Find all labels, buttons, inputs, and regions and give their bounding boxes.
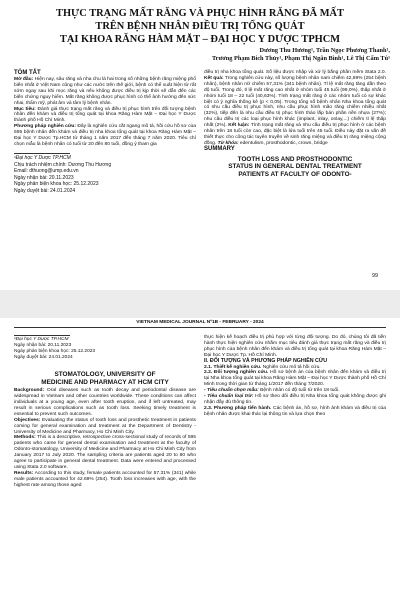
summary-methods: Methods: This is a descriptive, retrospective cross-sectional study of records of 595 patients who came for general dental examination and treatment at the faculty of Odonto-stomatology, University of Medicine and Pharmacy at Ho Chi Minh City from January 2017 to July 2020. The sampling criteria are patients aged 20 to 80 who agree to participate in general dental treatment. Data were entered and processed using Stata 2.0 software. xyxy=(14,435,196,470)
accepted-date: Ngày duyệt bài: 24.01.2024 xyxy=(14,355,73,360)
summary-heading: SUMMARY xyxy=(204,145,235,152)
abstract-heading: TÓM TẮT xyxy=(14,70,41,76)
footnote-rule xyxy=(14,335,70,336)
body-right-column xyxy=(204,335,386,418)
page-number: 99 xyxy=(372,273,378,279)
title-line: TẠI KHOA RĂNG HÀM MẶT – ĐẠI HỌC Y DƯỢC TPHCM xyxy=(59,33,341,45)
summary-results: Results: According to this study, female patients accounted for 57.31% (341) while male patients accounted for 42.69% (254). Tooth loss increases with age, with the highest rate among those aged xyxy=(14,470,196,488)
affiliation: ¹Đại học Y Dược TP.HCM xyxy=(14,155,71,161)
inclusion-criteria: - Tiêu chuẩn chọn mẫu: Bệnh nhân có độ tuổi từ trên 18 tuổi. xyxy=(204,388,340,394)
section-heading: II. ĐỐI TƯỢNG VÀ PHƯƠNG PHÁP NGHIÊN CỨU xyxy=(204,357,328,364)
review-date: Ngày phản biện khoa học: 25.12.2023 xyxy=(14,181,99,187)
exclusion-criteria: - Tiêu chuẩn loại trừ: Hồ sơ theo dõi điều trị Nha khoa tổng quát không được ghi nhận đầy đủ thông tin. xyxy=(204,394,387,405)
page-two xyxy=(0,318,400,600)
subsection-design: 2.1. Thiết kế nghiên cứu. Nghiên cứu mô tả hồi cứu. xyxy=(204,364,321,370)
journal-header: VIETNAM MEDICAL JOURNAL Nº1B - FEBRUARY - 2024 xyxy=(136,320,264,325)
received-date: Ngày nhận bài: 20.11.2023 xyxy=(14,174,74,181)
article-title xyxy=(40,8,360,46)
subsection-procedure: 2.3. Phương pháp tiến hành. Các bệnh án, hồ sơ, hình ảnh khám và điều trị của bệnh nhân được khai thác lại thông tin và lựa chọn theo xyxy=(204,405,386,417)
review-date: Ngày phản biện khoa học: 25.12.2023 xyxy=(14,349,96,354)
received-date: Ngày nhận bài: 20.11.2023 xyxy=(14,343,72,348)
abstract-en-column xyxy=(14,371,196,489)
affiliation: ¹Đại học Y Dược TP.HCM xyxy=(14,337,69,342)
footnote-box xyxy=(14,335,196,361)
corresponding-author: Chịu trách nhiệm chính: Dương Thu Hương xyxy=(14,161,112,168)
abstract-vi-left-column xyxy=(14,70,196,148)
author-line: Dương Thu Hương¹, Trần Ngọc Phương Thanh¹, xyxy=(259,47,390,54)
abstract-methods: Phương pháp nghiên cứu: Đây là nghiên cứu cắt ngang mô tả, hồi cứu hồ sơ của 595 bệnh nhân đến khám và điều trị nha khoa tổng quát tại khoa Răng Hàm Mặt – Đại học Y Dược Tp.HCM từ tháng 1 năm 2017 đến tháng 7 năm 2020. Tiêu chí chọn mẫu là bệnh nhân có tuổi từ 20 đến 80 tuổi, đồng ý tham gia xyxy=(14,124,196,147)
abstract-results: điều trị nha khoa tổng quát. Số liệu được nhập và xử lý bằng phần mềm Stata 2.0. Kết quả: Trong nghiên cứu này, số lượng bệnh nhân nam chiếm 42,69% (254 bệnh nhân), bệnh nhân nữ chiếm 57,31% (341 bệnh nhân). Tỉ lệ mất răng tăng dần theo độ tuổi. Trong đó, tỉ lệ mất răng cao nhất ở nhóm tuổi 45 tuổi (99,0%), thấp nhất ở nhóm tuổi 18 – 22 tuổi (40,63%). Tình trạng mất răng ở các nhóm tuổi có sự khác biệt có ý nghĩa thống kê (p < 0,05). Trong tổng số bệnh nhân Nha khoa tổng quát có nhu cầu điều trị phục hình, nhu cầu phục hình mão răng chiếm nhiều nhất (32%), tiếp đến là nhu cầu điều trị phục hình tháo lắp bán phần nền nhựa (27%); nhu cầu điều trị các loại phục hình khác (implant, inlay, onlay,...) chiếm tỉ lệ thấp nhất (2%). Kết luận: Tình trạng mất răng và nhu cầu điều trị phục hình ở các bệnh nhân trên 18 tuổi còn cao, đặc biệt là lứa tuổi trên 45 tuổi. Điều này đặt ra vấn đề thiết thực cho công tác tuyên truyền về sinh răng miệng và điều trị răng miệng cộng đồng. Từ khóa: edentulism, prosthodontic, crown, bridge xyxy=(204,70,387,146)
summary-objectives: Objectives: Evaluating the status of tooth loss and prosthetic treatment in patients coming for general examination and treatment at the Department of Dentistry - University of Medicine and Pharmacy, Ho Chi Minh City. xyxy=(14,417,196,435)
footnote-rule xyxy=(14,153,70,154)
header-rule xyxy=(14,327,386,328)
email-line: Email: dthuong@ump.edu.vn xyxy=(14,168,79,174)
abstract-background: Mở đầu: Hiện nay, sâu răng và nha chu là hai trong số những bệnh răng miệng phổ biến nhất ở Việt Nam cũng như các nước trên thế giới, bệnh có thể xuất hiện từ rất sớm ngay sau khi mọc răng và nếu không được điều trị kịp thời sẽ dẫn đến các biến chứng nguy hiểm. Mất răng không được phục hình có thể ảnh hưởng đến sức nhai, thẩm mỹ, phát âm và tâm lý bệnh nhân. xyxy=(14,77,196,106)
article-info-box xyxy=(14,153,196,194)
page-gap xyxy=(0,290,400,318)
accepted-date: Ngày duyệt bài: 24.01.2024 xyxy=(14,187,76,194)
abstract-objectives: Mục tiêu: Đánh giá thực trạng mất răng và điều trị phục hình trên đối tượng bệnh nhân đến khám và điều trị tổng quát tại khoa Răng Hàm Mặt – Đại học Y Dược thành phố Hồ Chí Minh. xyxy=(14,106,196,124)
subsection-subjects: 2.2. Đối tượng nghiên cứu. Hồ sơ bệnh án của bệnh nhân đến khám và điều trị tại Nha khoa tổng quát tại khoa Răng Hàm Mặt – Đại học Y Dược thành phố Hồ Chí Minh trong thời gian từ tháng 1/2017 đến tháng 7/2020. xyxy=(204,370,387,388)
summary-background: Background: Oral diseases such as tooth decay and periodontal disease are widespread in Vietnam and other countries worldwide. These conditions can affect individuals at a young age, even after tooth eruption, and if left untreated, may result in serious complications such as tooth loss. Seeking timely treatment is essential to prevent such outcomes. xyxy=(14,388,196,417)
page-one xyxy=(0,0,400,290)
english-title: TOOTH LOSS AND PROSTHODONTIC STATUS IN GENERAL DENTAL TREATMENT PATIENTS AT FACULTY OF ODONTO- xyxy=(228,155,362,178)
author-line: Trương Phạm Bích Thủy¹, Phạm Thị Ngân Bình¹, Lê Thị Cẩm Tú¹ xyxy=(211,54,390,62)
author-list xyxy=(200,47,390,63)
title-line: THỰC TRẠNG MẤT RĂNG VÀ PHỤC HÌNH RĂNG ĐÃ MẤT xyxy=(56,8,344,19)
title-line: TRÊN BỆNH NHÂN ĐIỀU TRỊ TỔNG QUÁT xyxy=(95,20,305,32)
english-title-continued: STOMATOLOGY, UNIVERSITY OF MEDICINE AND PHARMACY AT HCM CITY xyxy=(41,371,169,386)
intro-paragraph: thực hiện kế hoạch điều trị phù hợp với từng đối tượng. Do đó, chúng tôi đã tiến hành thực hiện nghiên cứu nhằm mục tiêu đánh giá thực trạng mất răng và điều trị phục hình của bệnh nhân đến khám và điều trị tổng quát tại khoa Răng Hàm Mặt – Đại học Y Dược Tp. Hồ Chí Minh. xyxy=(204,335,386,358)
abstract-vi-right-column xyxy=(204,70,386,178)
